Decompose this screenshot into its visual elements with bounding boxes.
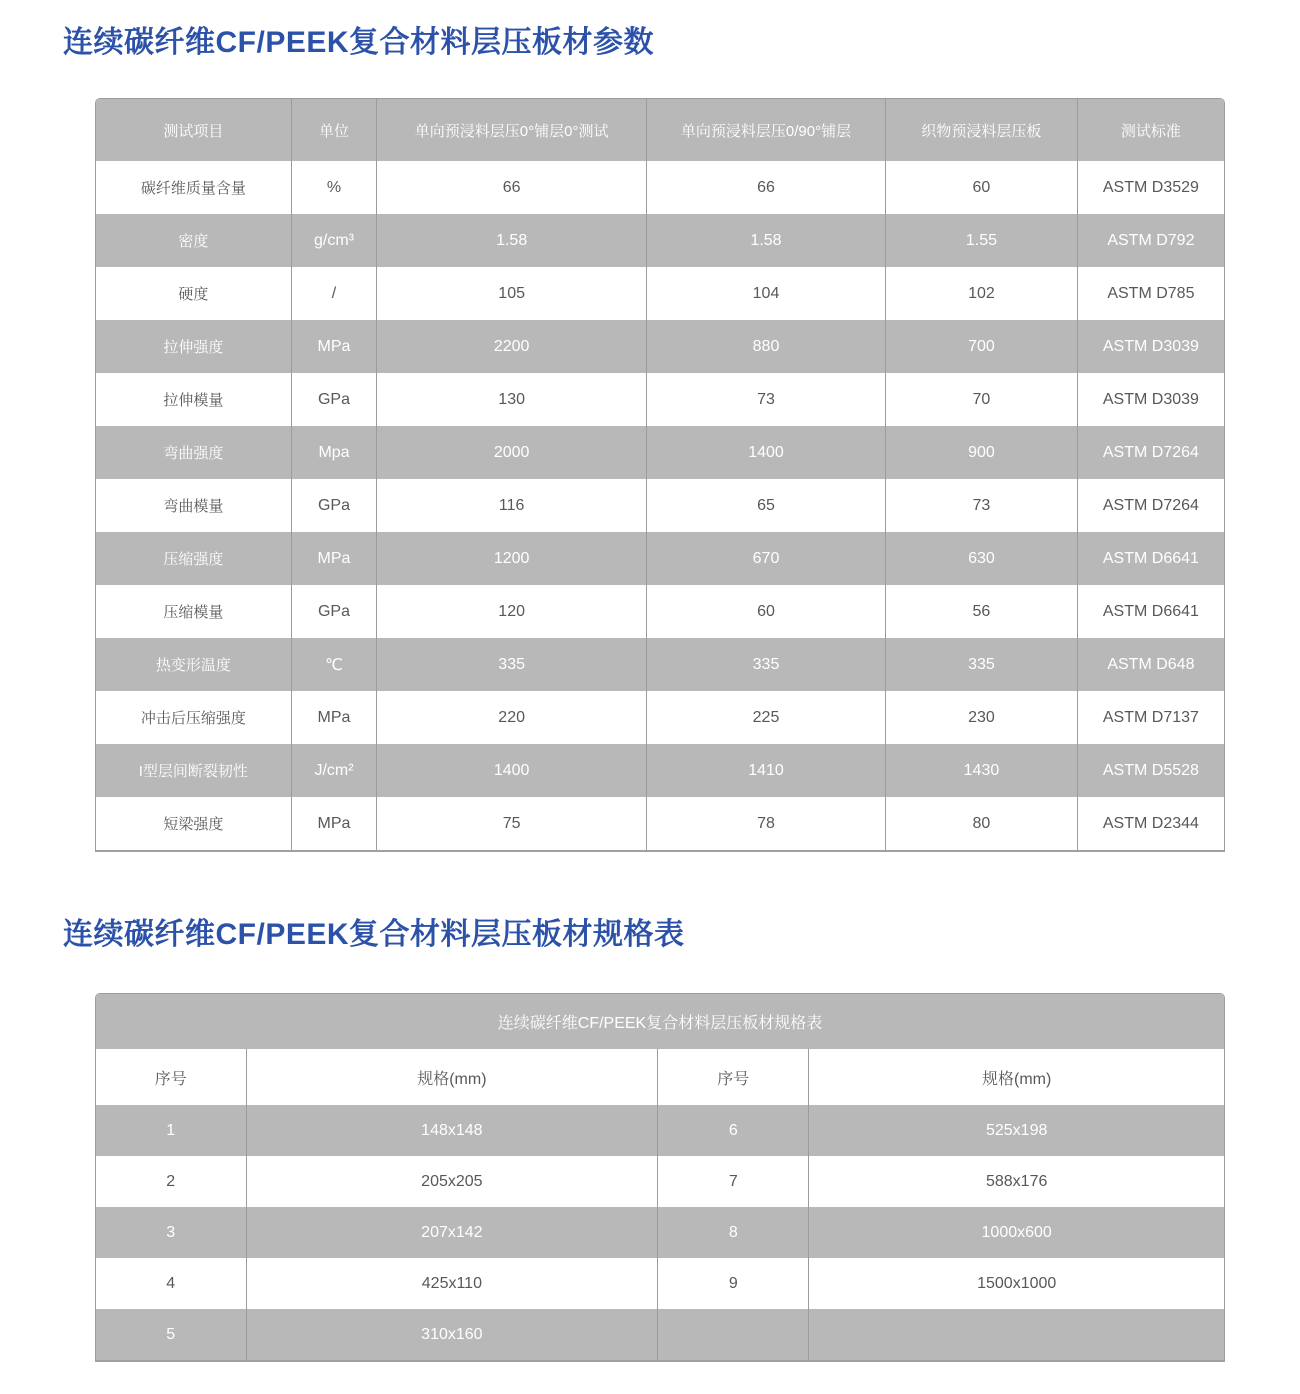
value-cell: 105 <box>377 267 647 320</box>
value-cell: 1.58 <box>646 214 885 267</box>
table-row <box>96 1105 1224 1156</box>
unit-cell: GPa <box>291 373 377 426</box>
value-cell: 120 <box>377 585 647 638</box>
column-header-test-item: 测试项目 <box>163 122 224 140</box>
size-cell: 1500x1000 <box>809 1258 1224 1309</box>
table-row <box>96 1156 1224 1207</box>
table-row <box>96 638 1224 691</box>
value-cell: 70 <box>886 373 1078 426</box>
column-header-ud-0-90deg: 单向预浸料层压0/90°铺层 <box>646 99 885 161</box>
standard-cell: ASTM D7264 <box>1077 426 1224 479</box>
value-cell: 60 <box>886 161 1078 214</box>
spec-header-row <box>96 1049 1224 1105</box>
value-cell: 230 <box>886 691 1078 744</box>
params-header-row <box>96 99 1224 161</box>
column-header-size: 规格(mm) <box>809 1049 1224 1105</box>
column-header-index: 序号 <box>154 1070 187 1088</box>
value-cell: 880 <box>646 320 885 373</box>
table-row <box>96 1258 1224 1309</box>
value-cell: 1400 <box>646 426 885 479</box>
value-cell: 700 <box>886 320 1078 373</box>
row-label-cell: 弯曲模量 <box>163 498 224 515</box>
size-cell: 588x176 <box>809 1156 1224 1207</box>
standard-cell: ASTM D3039 <box>1077 373 1224 426</box>
standard-cell: ASTM D7137 <box>1077 691 1224 744</box>
unit-cell: MPa <box>291 532 377 585</box>
value-cell: 130 <box>377 373 647 426</box>
column-header-fabric: 织物预浸料层压板 <box>886 99 1078 161</box>
spec-table-body <box>96 1105 1224 1360</box>
size-cell: 310x160 <box>246 1309 658 1360</box>
unit-cell: % <box>291 161 377 214</box>
table-row <box>96 373 1224 426</box>
unit-cell: MPa <box>291 320 377 373</box>
standard-cell: ASTM D6641 <box>1077 585 1224 638</box>
value-cell: 102 <box>886 267 1078 320</box>
value-cell: 1.55 <box>886 214 1078 267</box>
unit-cell: GPa <box>291 585 377 638</box>
value-cell: 1200 <box>377 532 647 585</box>
standard-cell: ASTM D3039 <box>1077 320 1224 373</box>
table-row <box>96 797 1224 850</box>
index-cell: 1 <box>166 1121 176 1139</box>
size-cell: 205x205 <box>246 1156 658 1207</box>
row-label-cell: 拉伸模量 <box>163 392 224 409</box>
row-label-cell: 压缩模量 <box>163 604 224 621</box>
value-cell: 56 <box>886 585 1078 638</box>
size-cell: 525x198 <box>809 1105 1224 1156</box>
standard-cell: ASTM D785 <box>1077 267 1224 320</box>
table-row <box>96 1207 1224 1258</box>
standard-cell: ASTM D3529 <box>1077 161 1224 214</box>
column-header-ud-0deg: 单向预浸料层压0°铺层0°测试 <box>377 99 647 161</box>
row-label-cell: 热变形温度 <box>155 657 231 674</box>
table-row <box>96 479 1224 532</box>
row-label-cell: 碳纤维质量含量 <box>140 180 246 197</box>
value-cell: 220 <box>377 691 647 744</box>
value-cell: 66 <box>646 161 885 214</box>
value-cell: 670 <box>646 532 885 585</box>
standard-cell: ASTM D5528 <box>1077 744 1224 797</box>
table-row <box>96 532 1224 585</box>
row-label-cell: 密度 <box>178 233 209 250</box>
index-cell: 8 <box>658 1207 809 1258</box>
params-section-title: 连续碳纤维CF/PEEK复合材料层压板材参数 <box>63 26 655 59</box>
column-header-size: 规格(mm) <box>246 1049 658 1105</box>
value-cell: 2200 <box>377 320 647 373</box>
unit-cell: MPa <box>291 691 377 744</box>
index-cell: 4 <box>166 1274 176 1292</box>
index-cell: 6 <box>658 1105 809 1156</box>
value-cell: 80 <box>886 797 1078 850</box>
index-cell <box>658 1309 809 1360</box>
table-row <box>96 691 1224 744</box>
standard-cell: ASTM D792 <box>1077 214 1224 267</box>
unit-cell: Mpa <box>291 426 377 479</box>
table-row <box>96 161 1224 214</box>
row-label-cell: 弯曲强度 <box>163 445 224 462</box>
unit-cell: GPa <box>291 479 377 532</box>
table-row <box>96 214 1224 267</box>
column-header-unit: 单位 <box>291 99 377 161</box>
spec-table-title-row <box>96 994 1224 1049</box>
value-cell: 1.58 <box>377 214 647 267</box>
value-cell: 78 <box>646 797 885 850</box>
params-table-container <box>95 98 1225 852</box>
value-cell: 630 <box>886 532 1078 585</box>
params-table-body <box>96 161 1224 850</box>
value-cell: 65 <box>646 479 885 532</box>
value-cell: 104 <box>646 267 885 320</box>
spec-section-title: 连续碳纤维CF/PEEK复合材料层压板材规格表 <box>63 918 685 951</box>
value-cell: 335 <box>886 638 1078 691</box>
size-cell: 425x110 <box>246 1258 658 1309</box>
table-row <box>96 585 1224 638</box>
unit-cell: MPa <box>291 797 377 850</box>
value-cell: 60 <box>646 585 885 638</box>
value-cell: 116 <box>377 479 647 532</box>
size-cell: 1000x600 <box>809 1207 1224 1258</box>
spec-table-head <box>96 994 1224 1105</box>
table-row <box>96 267 1224 320</box>
index-cell: 3 <box>166 1223 176 1241</box>
index-cell: 7 <box>658 1156 809 1207</box>
unit-cell: / <box>291 267 377 320</box>
standard-cell: ASTM D6641 <box>1077 532 1224 585</box>
value-cell: 73 <box>886 479 1078 532</box>
size-cell: 207x142 <box>246 1207 658 1258</box>
value-cell: 225 <box>646 691 885 744</box>
value-cell: 73 <box>646 373 885 426</box>
index-cell: 5 <box>166 1325 176 1343</box>
row-label-cell: 压缩强度 <box>163 551 224 568</box>
size-cell: 148x148 <box>246 1105 658 1156</box>
standard-cell: ASTM D648 <box>1077 638 1224 691</box>
value-cell: 1430 <box>886 744 1078 797</box>
column-header-index: 序号 <box>658 1049 809 1105</box>
standard-cell: ASTM D7264 <box>1077 479 1224 532</box>
value-cell: 335 <box>646 638 885 691</box>
index-cell: 9 <box>658 1258 809 1309</box>
value-cell: 335 <box>377 638 647 691</box>
row-label-cell: 硬度 <box>178 286 209 303</box>
row-label-cell: I型层间断裂韧性 <box>138 763 248 780</box>
value-cell: 900 <box>886 426 1078 479</box>
table-row <box>96 744 1224 797</box>
value-cell: 75 <box>377 797 647 850</box>
params-table-head <box>96 99 1224 161</box>
spec-table-title: 连续碳纤维CF/PEEK复合材料层压板材规格表 <box>497 1015 823 1032</box>
spec-table <box>96 994 1224 1360</box>
value-cell: 2000 <box>377 426 647 479</box>
value-cell: 1400 <box>377 744 647 797</box>
unit-cell: g/cm³ <box>291 214 377 267</box>
spec-table-container <box>95 993 1225 1362</box>
row-label-cell: 短梁强度 <box>163 816 224 833</box>
value-cell: 66 <box>377 161 647 214</box>
index-cell: 2 <box>166 1172 176 1190</box>
standard-cell: ASTM D2344 <box>1077 797 1224 850</box>
size-cell <box>809 1309 1224 1360</box>
table-row <box>96 426 1224 479</box>
unit-cell: ℃ <box>291 638 377 691</box>
unit-cell: J/cm² <box>291 744 377 797</box>
row-label-cell: 冲击后压缩强度 <box>140 710 246 727</box>
column-header-standard: 测试标准 <box>1077 99 1224 161</box>
table-row <box>96 320 1224 373</box>
value-cell: 1410 <box>646 744 885 797</box>
params-table <box>96 99 1224 850</box>
row-label-cell: 拉伸强度 <box>163 339 224 356</box>
table-row <box>96 1309 1224 1360</box>
